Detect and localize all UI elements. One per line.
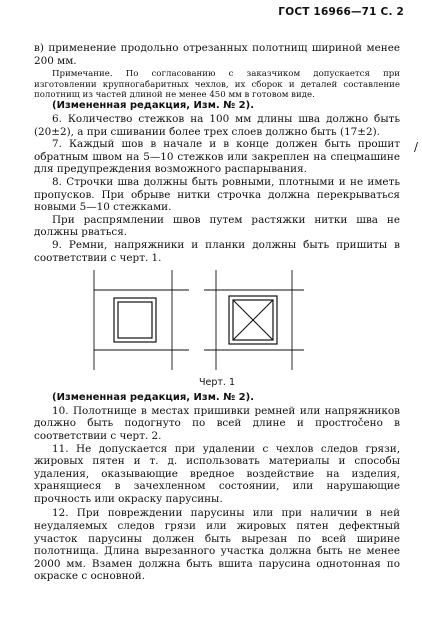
page-content	[34, 42, 418, 583]
paragraph-8-continued: При распрямлении швов путем растяжки нитки шва не должны рваться.	[34, 213, 400, 239]
margin-mark: /	[413, 140, 418, 155]
paragraph-7: 7. Каждый шов в начале и в конце должен быть прошит обратным швом на 5—10 стежков или закреплен на спецмашине для предупреждения возможного распарывания.	[34, 138, 400, 176]
amendment-note-2: (Измененная редакция, Изм. № 2).	[52, 392, 255, 404]
note-paragraph: Примечание. По согласованию с заказчиком допускается при изготовлении крупногабаритных чехлов, их сборок и деталей составление полотнищ из частей длиной не менее 450 мм в готовом виде.	[34, 69, 400, 100]
paragraph-11: 11. Не допускается при удалении с чехлов следов грязи, жировых пятен и т. д. использовать материалы и способы удаления, оказывающие вредное воздействие на изделия, хранящиеся в зачехленном состоянии, или нарушающие прочность или окраску парусины.	[34, 442, 400, 505]
paragraph-10: 10. Полотнище в местах пришивки ремней или напряжников должно быть подогнуто по всей длине и простročено в соответствии с черт. 2.	[34, 404, 400, 442]
amendment-note-1: (Измененная редакция, Изм. № 2).	[52, 100, 255, 112]
figure-1-drawing	[84, 270, 344, 375]
paragraph-9: 9. Ремни, напряжники и планки должны быть пришиты в соответствии с черт. 1.	[34, 238, 400, 264]
left-square-outer	[114, 298, 156, 342]
page-header: ГОСТ 16966—71 С. 2	[278, 6, 404, 18]
figure-left	[94, 270, 189, 370]
figure-1-caption: Черт. 1	[198, 377, 235, 389]
figure-right	[204, 270, 304, 370]
paragraph-12: 12. При повреждении парусины или при наличии в ней неудаляемых следов грязи или жировых пятен дефектный участок парусины должен быть вырезан по всей ширине полотнища. Длина вырезанного участка должна быть не менее 2000 мм. Взамен должна быть вшита парусина однотонная по окраске с основной.	[34, 507, 400, 583]
left-square-inner	[118, 302, 152, 338]
paragraph-item-v: в) применение продольно отрезанных полотнищ шириной менее 200 мм.	[34, 42, 400, 67]
figure-1	[34, 270, 400, 375]
paragraph-8: 8. Строчки шва должны быть ровными, плотными и не иметь пропусков. При обрыве нитки строчка должна перекрываться новыми 5—10 стежками.	[34, 175, 400, 214]
paragraph-6: 6. Количество стежков на 100 мм длины шва должно быть (20±2), а при сшивании более трех слоев должно быть (17±2).	[34, 113, 400, 138]
